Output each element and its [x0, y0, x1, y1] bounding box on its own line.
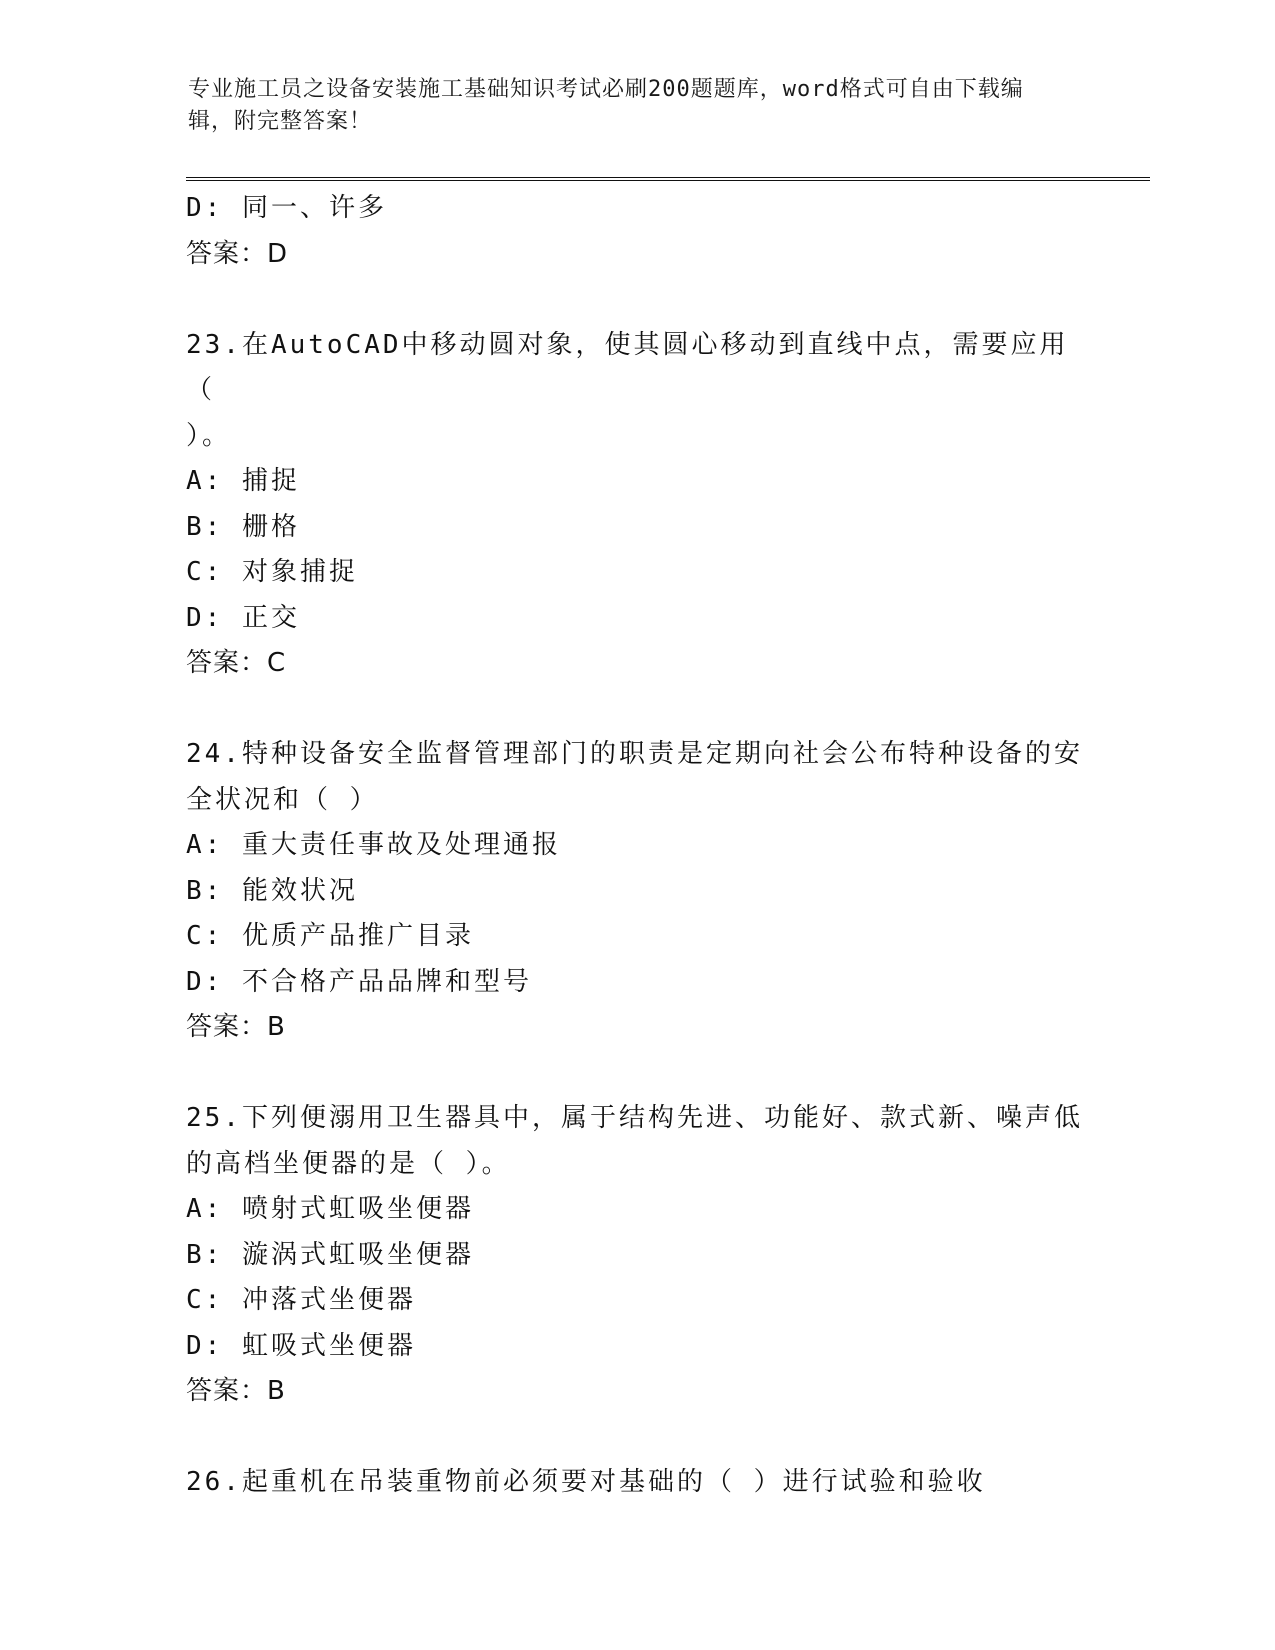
option-a: A: 重大责任事故及处理通报 — [186, 830, 561, 860]
option-a: A: 捕捉 — [186, 466, 300, 496]
option-b: B: 栅格 — [186, 511, 300, 542]
spacer — [186, 687, 1086, 733]
option-c: C: 对象捕捉 — [186, 557, 358, 587]
answer-label: 答案：D — [186, 238, 289, 269]
header-divider — [186, 177, 1150, 181]
option-b: B: 漩涡式虹吸坐便器 — [186, 1239, 474, 1270]
question-26 — [186, 1460, 1086, 1506]
spacer — [186, 277, 1086, 323]
question-23 — [186, 323, 1086, 687]
option-d: D: 正交 — [186, 602, 300, 633]
answer-label: 答案：B — [186, 1012, 286, 1042]
question-stem-continued: 全状况和（ ） — [186, 784, 379, 815]
option-b: B: 能效状况 — [186, 875, 358, 906]
question-stem: 24.特种设备安全监督管理部门的职责是定期向社会公布特种设备的安 — [186, 739, 1083, 769]
spacer — [186, 1415, 1086, 1461]
option-c: C: 冲落式坐便器 — [186, 1285, 416, 1315]
spacer — [186, 1051, 1086, 1097]
option-a: A: 喷射式虹吸坐便器 — [186, 1194, 474, 1224]
question-stem-continued: 的高档坐便器的是（ ）。 — [186, 1148, 511, 1179]
question-24 — [186, 732, 1086, 1051]
question-25 — [186, 1096, 1086, 1415]
option-d: D: 同一、许多 — [186, 193, 387, 223]
question-list — [186, 186, 1086, 1506]
question-stem: 26.起重机在吊装重物前必须要对基础的（ ）进行试验和验收 — [186, 1467, 986, 1497]
option-d: D: 不合格产品品牌和型号 — [186, 966, 532, 997]
question-stem: 25.下列便溺用卫生器具中，属于结构先进、功能好、款式新、噪声低 — [186, 1103, 1083, 1133]
answer-label: 答案：C — [186, 648, 287, 678]
document-header: 专业施工员之设备安装施工基础知识考试必刷200题题库，word格式可自由下载编辑，附完整答案！ — [188, 77, 1024, 134]
question-stem-continued: ）。 — [186, 420, 232, 451]
option-d: D: 虹吸式坐便器 — [186, 1330, 416, 1361]
question-stem: 23.在AutoCAD中移动圆对象，使其圆心移动到直线中点，需要应用（ — [186, 329, 1069, 405]
answer-label: 答案：B — [186, 1376, 286, 1406]
option-c: C: 优质产品推广目录 — [186, 921, 474, 951]
